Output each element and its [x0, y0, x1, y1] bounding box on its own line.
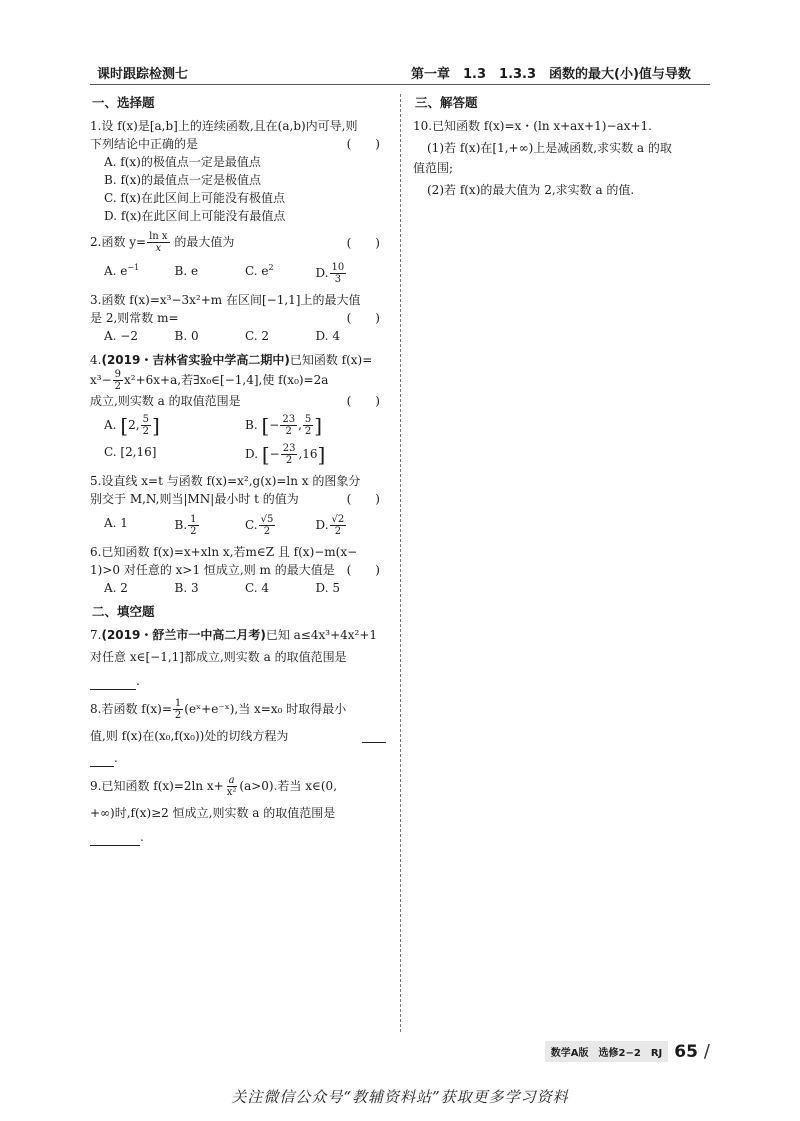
- answer-paren: ( ): [346, 137, 380, 151]
- q5-options: [90, 514, 386, 537]
- q2-option-c: C. $e^2$: [245, 263, 274, 278]
- q4-option-a: A. [2, $\frac{5}{2}$ ]: [104, 413, 160, 438]
- q5-stem-1: 5.设直线 x=t 与函数 f(x)=x²,g(x)=ln x 的图象分: [90, 474, 361, 488]
- q2-prefix: 2.函数 y=: [90, 235, 147, 249]
- footer-slash: /: [703, 1041, 710, 1062]
- q4-option-d: D. [− $\frac{23}{2}$ ,16]: [245, 442, 326, 467]
- section-choice: 一、选择题: [92, 95, 155, 110]
- q6-option-d: D. 5: [315, 581, 340, 595]
- q10-part-2: (2)若 f(x)的最大值为 2,求实数 a 的值.: [427, 183, 635, 197]
- q2-option-a: A. $e^{-1}$: [104, 263, 140, 278]
- q8-answer-blank-continued[interactable]: [90, 754, 114, 767]
- q1-stem-2: 下列结论中正确的是: [90, 137, 199, 151]
- q1-option-a: A. f(x)的极值点一定是最值点: [104, 155, 261, 169]
- book-tag: 数学A版 选修2−2 RJ: [545, 1041, 668, 1062]
- q2-option-b: B. e: [174, 264, 199, 278]
- q1-option-b: B. f(x)的最值点一定是极值点: [104, 173, 262, 187]
- q9-stem-2: +∞)时,f(x)≥2 恒成立,则实数 a 的取值范围是: [90, 806, 336, 820]
- question-3: [90, 291, 386, 345]
- question-10: [413, 117, 703, 199]
- q1-stem-1: 1.设 f(x)是[a,b]上的连续函数,且在(a,b)内可导,则: [90, 119, 358, 133]
- q2-fraction: $\frac{\text{ln x}}{x}$: [149, 231, 168, 254]
- q5-option-d: D. $\frac{√2}{2}$: [315, 514, 345, 537]
- q7-answer-blank[interactable]: [90, 677, 136, 690]
- question-4: 4.(2019・吉林省实验中学高二期中)已知函数 f(x)= x³− $\frac{9}{2}$ x²+6x+a,若∃x₀∈[−1,4],使 f(x₀)=2a 成立,则实数 a 的取值范围是 ( ) A. [2, $\frac{5}{2}$ ] B. [− $\frac{23}{2}$ , $\frac{5}{2}$ ] C. [2,16] D. [− $\frac{23}{2}$ ,16]: [90, 351, 386, 466]
- q5-option-c: C. $\frac{√5}{2}$: [245, 514, 274, 537]
- column-divider: [400, 94, 401, 1032]
- right-column: [413, 94, 703, 205]
- q6-options: [90, 579, 386, 597]
- left-column: [90, 94, 386, 852]
- bottom-note: 关注微信公众号“教辅资料站”获取更多学习资料: [231, 1088, 569, 1106]
- q10-part-1b: 值范围;: [413, 161, 454, 175]
- question-5: [90, 472, 386, 537]
- q2-option-d: D. $\frac{10}{3}$: [315, 262, 345, 285]
- header-rule: [90, 84, 710, 85]
- q7-source: (2019・舒兰市一中高二月考): [101, 628, 266, 642]
- q1-option-c: C. f(x)在此区间上可能没有极值点: [104, 191, 285, 205]
- q3-option-b: B. 0: [174, 329, 199, 343]
- q1-option-d: D. f(x)在此区间上可能没有最值点: [104, 209, 286, 223]
- answer-paren: ( ): [346, 311, 380, 325]
- answer-paren: ( ): [346, 492, 380, 506]
- section-answer: 三、解答题: [415, 95, 478, 110]
- q4-source: (2019・吉林省实验中学高二期中): [101, 353, 290, 367]
- q7-stem-2: 对任意 x∈[−1,1]都成立,则实数 a 的取值范围是: [90, 650, 347, 664]
- q10-stem: 10.已知函数 f(x)=x・(ln x+ax+1)−ax+1.: [413, 119, 652, 133]
- question-2: [90, 231, 386, 285]
- q6-option-c: C. 4: [245, 581, 270, 595]
- q4-option-b: B. [− $\frac{23}{2}$ , $\frac{5}{2}$ ]: [245, 413, 323, 438]
- q4-option-c: C. [2,16]: [104, 445, 157, 459]
- question-1: [90, 117, 386, 225]
- q3-stem-1: 3.函数 f(x)=x³−3x²+m 在区间[−1,1]上的最大值: [90, 293, 361, 307]
- q10-part-1a: (1)若 f(x)在[1,+∞)上是减函数,求实数 a 的取: [427, 141, 672, 155]
- header-right: 第一章 1.3 1.3.3 函数的最大(小)值与导数: [411, 67, 691, 82]
- page-footer: [545, 1041, 710, 1062]
- question-7: 7.(2019・舒兰市一中高二月考)已知 a≤4x³+4x²+1 对任意 x∈[−1,1]都成立,则实数 a 的取值范围是 .: [90, 626, 386, 690]
- q3-option-a: A. −2: [104, 329, 138, 343]
- q9-answer-blank[interactable]: [90, 833, 140, 846]
- section-fill: 二、填空题: [92, 604, 155, 619]
- q5-stem-2: 别交于 M,N,则当|MN|最小时 t 的值为: [90, 492, 299, 506]
- q5-option-b: B. $\frac{1}{2}$: [174, 514, 197, 537]
- q3-option-d: D. 4: [315, 329, 340, 343]
- q2-suffix: 的最大值为: [174, 235, 235, 249]
- q3-options: [90, 327, 386, 345]
- header-left: 课时跟踪检测七: [97, 67, 189, 82]
- q2-options: [90, 262, 386, 285]
- q6-stem-1: 6.已知函数 f(x)=x+xln x,若m∈Z 且 f(x)−m(x−: [90, 545, 358, 559]
- q8-answer-blank[interactable]: [362, 730, 386, 743]
- question-8: 8.若函数 f(x)= $\frac{1}{2}$ (eˣ+e⁻ˣ),当 x=x₀ 时取得最小 值,则 f(x)在(x₀,f(x₀))处的切线方程为 .: [90, 698, 386, 767]
- page-number: 65: [674, 1041, 698, 1062]
- q6-option-b: B. 3: [174, 581, 199, 595]
- q8-stem-2: 值,则 f(x)在(x₀,f(x₀))处的切线方程为: [90, 729, 289, 743]
- answer-paren: ( ): [346, 235, 380, 250]
- q3-option-c: C. 2: [245, 329, 270, 343]
- answer-paren: ( ): [346, 394, 380, 408]
- question-6: [90, 543, 386, 597]
- answer-paren: ( ): [346, 563, 380, 577]
- q4-stem-3: 成立,则实数 a 的取值范围是: [90, 394, 241, 408]
- question-9: 9.已知函数 f(x)=2ln x+ $\frac{a}{\text{x²}}$ (a>0).若当 x∈(0, +∞)时,f(x)≥2 恒成立,则实数 a 的取值范围是 .: [90, 775, 386, 846]
- q6-option-a: A. 2: [104, 581, 128, 595]
- q5-option-a: A. 1: [104, 516, 128, 530]
- q3-stem-2: 是 2,则常数 m=: [90, 311, 179, 325]
- q4-stem-2: x³− $\frac{9}{2}$ x²+6x+a,若∃x₀∈[−1,4],使 f(x₀)=2a: [90, 369, 329, 392]
- q6-stem-2: 1)>0 对任意的 x>1 恒成立,则 m 的最大值是: [90, 563, 335, 577]
